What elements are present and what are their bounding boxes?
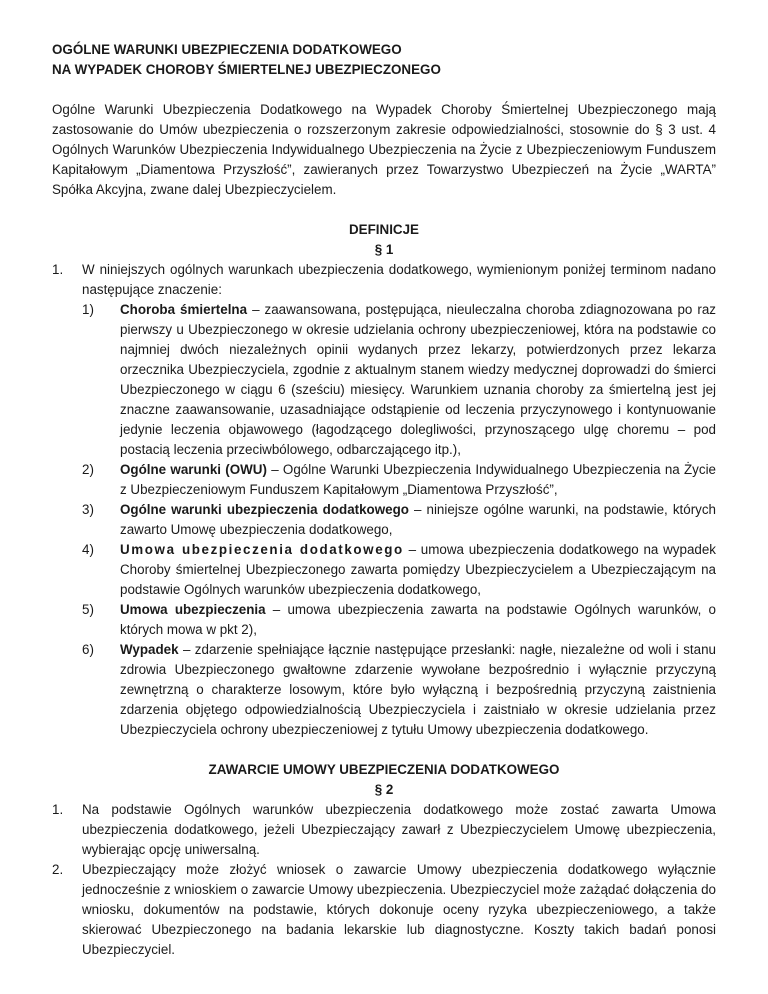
section-2-paragraph-1: [52, 800, 716, 860]
section-2-title: ZAWARCIE UMOWY UBEZPIECZENIA DODATKOWEGO: [208, 762, 560, 777]
paragraph-number: 2.: [52, 862, 64, 877]
definition-item: [82, 540, 716, 600]
paragraph-text: W niniejszych ogólnych warunkach ubezpieczenia dodatkowego, wymienionym poniżej terminom nadano następujące znaczenie:: [82, 262, 716, 297]
document-title: [52, 40, 716, 80]
definition-term: Umowa ubezpieczenia dodatkowego: [120, 542, 404, 557]
definition-term: Wypadek: [120, 642, 179, 657]
title-line-1: OGÓLNE WARUNKI UBEZPIECZENIA DODATKOWEGO: [52, 42, 402, 57]
paragraph-text: Ubezpieczający może złożyć wniosek o zawarcie Umowy ubezpieczenia dodatkowego wyłącznie jednocześnie z wnioskiem o zawarcie Umowy ubezpieczenia. Ubezpieczyciel może zażądać dołączenia do wniosku, dokumentów na podstawie, których dokonuje oceny ryzyka ubezpieczeniowego, a także skierować Ubezpieczonego na badania lekarskie lub diagnostyczne. Koszty takich badań ponosi Ubezpieczyciel.: [82, 862, 716, 957]
document-page: [52, 40, 716, 960]
section-2-paragraph-mark: § 2: [374, 782, 394, 797]
item-number: 1): [82, 302, 94, 317]
definition-text: – niniejsze ogólne warunki, na podstawie, których zawarto Umowę ubezpieczenia dodatkowego,: [120, 502, 716, 537]
definition-term: Umowa ubezpieczenia: [120, 602, 266, 617]
paragraph-number: 1.: [52, 802, 64, 817]
definition-item: [82, 460, 716, 500]
definition-item: [82, 300, 716, 460]
definition-item: [82, 500, 716, 540]
definition-text: – umowa ubezpieczenia dodatkowego na wypadek Choroby śmiertelnej Ubezpieczonego zawarta pomiędzy Ubezpieczycielem a Ubezpieczającym na podstawie Ogólnych warunków ubezpieczenia dodatkowego,: [120, 542, 716, 597]
item-number: 4): [82, 542, 94, 557]
section-2-heading: [52, 760, 716, 800]
definition-item: [82, 600, 716, 640]
definition-term: Ogólne warunki ubezpieczenia dodatkowego: [120, 502, 409, 517]
item-number: 3): [82, 502, 94, 517]
item-number: 2): [82, 462, 94, 477]
definition-term: Ogólne warunki (OWU): [120, 462, 267, 477]
definition-item: [82, 640, 716, 740]
intro-paragraph: Ogólne Warunki Ubezpieczenia Dodatkowego na Wypadek Choroby Śmiertelnej Ubezpieczonego mają zastosowanie do Umów ubezpieczenia o rozszerzonym zakresie odpowiedzialności, stosownie do § 3 ust. 4 Ogólnych Warunków Ubezpieczenia Indywidualnego Ubezpieczenia na Życie z Ubezpieczeniowym Funduszem Kapitałowym „Diamentowa Przyszłość”, zawieranych przez Towarzystwo Ubezpieczeń na Życie „WARTA” Spółka Akcyjna, zwane dalej Ubezpieczycielem.: [52, 102, 716, 197]
item-number: 5): [82, 602, 94, 617]
section-1-heading: [52, 220, 716, 260]
definition-term: Choroba śmiertelna: [120, 302, 248, 317]
item-number: 6): [82, 642, 94, 657]
paragraph-number: 1.: [52, 262, 64, 277]
section-1-paragraph-mark: § 1: [374, 242, 394, 257]
definition-text: – zaawansowana, postępująca, nieuleczalna choroba zdiagnozowana po raz pierwszy u Ubezpieczonego w okresie udzielania ochrony ubezpieczeniowej, która na podstawie co najmniej dwóch niezależnych opinii wydanych przez lekarzy, potwierdzonych przez lekarza orzecznika Ubezpieczyciela, zgodnie z aktualnym stanem wiedzy medycznej doprowadzi do śmierci Ubezpieczonego w ciągu 6 (sześciu) miesięcy. Warunkiem uznania choroby za śmiertelną jest jej znaczne zaawansowanie, uzasadniające odstąpienie od leczenia przyczynowego i kontynuowanie jedynie leczenia objawowego (łagodzącego dolegliwości, przynoszącego ulgę choremu – pod postacią leczenia przeciwbólowego, odbarczającego itp.),: [120, 302, 716, 457]
section-2-paragraph-2: [52, 860, 716, 960]
definition-text: – zdarzenie spełniające łącznie następujące przesłanki: nagłe, niezależne od woli i stanu zdrowia Ubezpieczonego gwałtowne zdarzenie wywołane bezpośrednio i wyłącznie przyczyną zewnętrzną o charakterze losowym, które było wyłączną i bezpośrednią przyczyną zaistnienia zdarzenia objętego odpowiedzialnością Ubezpieczyciela i zaistniało w okresie udzielania przez Ubezpieczyciela ochrony ubezpieczeniowej z tytułu Umowy ubezpieczenia dodatkowego.: [120, 642, 716, 737]
title-line-2: NA WYPADEK CHOROBY ŚMIERTELNEJ UBEZPIECZONEGO: [52, 62, 441, 77]
definition-text: – Ogólne Warunki Ubezpieczenia Indywidualnego Ubezpieczenia na Życie z Ubezpieczeniowym Funduszem Kapitałowym „Diamentowa Przyszłość”,: [120, 462, 716, 497]
section-1-title: DEFINICJE: [349, 222, 419, 237]
definition-text: – umowa ubezpieczenia zawarta na podstawie Ogólnych warunków, o których mowa w pkt 2),: [120, 602, 716, 637]
section-1-paragraph-1: [52, 260, 716, 300]
paragraph-text: Na podstawie Ogólnych warunków ubezpieczenia dodatkowego może zostać zawarta Umowa ubezpieczenia dodatkowego, jeżeli Ubezpieczający zawarł z Ubezpieczycielem Umowę ubezpieczenia, wybierając opcję uniwersalną.: [82, 802, 716, 857]
